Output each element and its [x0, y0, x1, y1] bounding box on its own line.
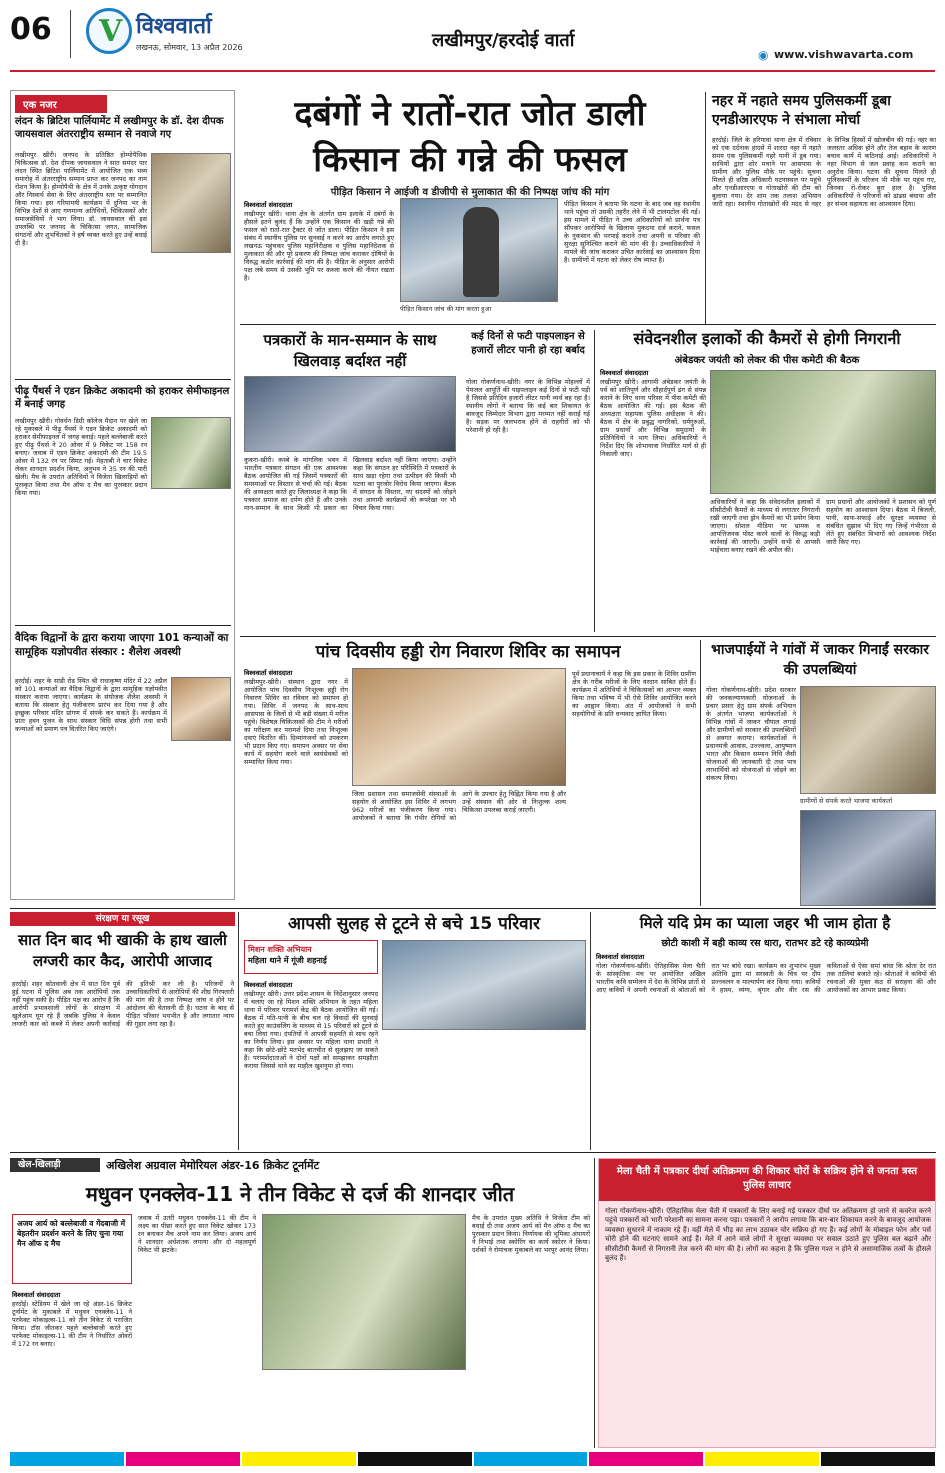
lead-credit: विश्ववार्ता संवाददाता: [244, 201, 293, 209]
sulah-credit: विश्ववार्ता संवाददाता: [244, 981, 293, 989]
magenta-swatch: [126, 1452, 240, 1466]
bhajpa-body: गोला गोकर्णनाथ-खीरी। प्रदेश सरकार की जनकल्याणकारी योजनाओं के प्रचार प्रसार हेतु ग्राम संपर्क अभियान के अंतर्गत भाजपा कार्यकर्ताओं ने विभिन्न गांवों में जाकर चौपाल लगाई और ग्रामीणों को सरकार की उपलब्धियों से अवगत कराया। कार्यकर्ताओं ने प्रधानमंत्री आवास, उज्ज्वला, आयुष्मान भारत और किसान सम्मान निधि जैसी योजनाओं की जानकारी दी तथा पात्र लाभार्थियों को योजनाओं से जोड़ने का संकल्प लिया।: [706, 686, 796, 782]
black-swatch: [358, 1452, 472, 1466]
divider: [15, 379, 231, 380]
camera-subheadline: अंबेडकर जयंती को लेकर की पीस कमेटी की बैठक: [674, 355, 860, 366]
bhajpa-headline: भाजपाईयों ने गांवों में जाकर गिनाईं सरकार की उपलब्धियां: [711, 642, 929, 678]
masthead-divider: [70, 10, 71, 58]
divider: [240, 636, 936, 637]
nahar-headline: नहर में नहाते समय पुलिसकर्मी डूबा एनडीआरएफ ने संभाला मोर्चा: [712, 93, 891, 128]
pipeline-body: गोला गोकर्णनाथ-खीरी। नगर के विभिन्न मोहल्लों में पेयजल आपूर्ति की पाइपलाइन कई दिनों से फटी पड़ी है जिससे प्रतिदिन हजारों लीटर पानी व्यर्थ बह रहा है। स्थानीय लोगों ने बताया कि कई बार शिकायत के बावजूद जिम्मेदार विभाग द्वारा मरम्मत नहीं कराई गई है। सड़क पर जलभराव होने से राहगीरों को भी परेशानी हो रही है।: [466, 378, 590, 434]
vishwavarta-logo-icon: [86, 8, 132, 54]
camera-body-col2: अधिकारियों ने कहा कि संवेदनशील इलाकों में सीसीटीवी कैमरों के माध्यम से लगातार निगरानी रखी जाएगी तथा ड्रोन कैमरों का भी प्रयोग किया जाएगा। सोशल मीडिया पर भ्रामक व आपत्तिजनक पोस्ट करने वालों के विरुद्ध कड़ी कार्रवाई की जाएगी। उन्होंने सभी से आपसी भाईचारा बनाए रखने की अपील की।: [710, 498, 820, 554]
mela-headline: मेला चैती में पत्रकार दीर्घा अतिक्रमण की शिकार चोरों के सक्रिय होने से जनता त्रस्त पुलिस लाचार: [599, 1159, 935, 1201]
column-divider: [590, 912, 591, 1150]
divider: [240, 324, 936, 325]
peace-committee-photo: [710, 370, 936, 494]
masthead: [0, 0, 945, 74]
column-divider: [238, 912, 239, 1150]
prem-subheadline: छोटी काशी में बही काव्य रस धारा, रातभर डटे रहे काव्यप्रेमी: [661, 938, 869, 949]
cyan-swatch: [10, 1452, 124, 1466]
shailesh-awasthi-photo: [171, 677, 231, 741]
bhajpa-photo: [800, 686, 936, 794]
khel-tag: खेल-खिलाड़ी: [10, 1158, 100, 1172]
print-color-bar: [10, 1452, 935, 1466]
ek-nazar-story1-body: लखीमपुर खीरी। जनपद के प्रतिष्ठित होम्योपैथिक चिकित्सक डॉ. देश दीपक जायसवाल ने सात समंदर पार लंदन स्थित ब्रिटिश पार्लियामेंट में आयोजित एक भव्य समारोह में अंतरराष्ट्रीय सम्मान प्राप्त कर जनपद का नाम रोशन किया है। होम्योपैथी के क्षेत्र में उनके उत्कृष्ट योगदान और निस्वार्थ सेवा के लिए अंतरराष्ट्रीय स्तर पर सम्मानित किया गया। इस गरिमामयी कार्यक्रम में दुनिया भर के विभिन्न देशों से आए गणमान्य अतिथियों, चिकित्सकों और समाजसेवियों ने भाग लिया। डॉ. जायसवाल की इस उपलब्धि पर जनपद के चिकित्सा जगत, सामाजिक संगठनों और शुभचिंतकों ने हर्ष व्यक्त करते हुए उन्हें बधाई दी है।: [15, 151, 147, 247]
bhajpa-photo-2: [800, 810, 936, 906]
khel-body-col3: मैच के उपरांत मुख्य अतिथि ने विजेता टीम को बधाई दी तथा अजय आर्य को मैन ऑफ द मैच का पुरस्कार प्रदान किया। निर्णायक की भूमिका अंपायरों ने निभाई तथा स्कोरिंग का कार्य स्कोरर ने किया। दर्शकों ने रोमांचक मुकाबले का भरपूर आनंद लिया।: [472, 1214, 590, 1254]
patrakar-body: कुकरा-खीरी। कस्बे के मांगलिक भवन में भारतीय पत्रकार संगठन की एक आवश्यक बैठक आयोजित की गई जिसमें पत्रकारों की समस्याओं पर विस्तार से चर्चा की गई। बैठक की अध्यक्षता करते हुए जिलाध्यक्ष ने कहा कि पत्रकार समाज का दर्पण होते हैं और उनके मान-सम्मान के साथ किसी भी प्रकार का खिलवाड़ बर्दाश्त नहीं किया जाएगा। उन्होंने कहा कि संगठन हर परिस्थिति में पत्रकारों के साथ खड़ा रहेगा तथा उत्पीड़न की किसी भी घटना का पुरजोर विरोध किया जाएगा। बैठक में संगठन के विस्तार, नए सदस्यों को जोड़ने तथा आगामी कार्यक्रमों की रूपरेखा पर भी विचार किया गया।: [244, 456, 456, 512]
ek-nazar-story3-body: हरदोई। शहर के सांडी रोड स्थित श्री राधाकृष्ण मंदिर में 22 अप्रैल को 101 कन्याओं का वैदिक विद्वानों के द्वारा सामूहिक यज्ञोपवीत संस्कार कराया जाएगा। कार्यक्रम के संयोजक शैलेश अवस्थी ने बताया कि संस्कार हेतु पंजीकरण प्रारंभ कर दिया गया है और इच्छुक परिवार मंदिर प्रांगण में संपर्क कर सकते हैं। कार्यक्रम में प्रातः हवन पूजन के साथ संस्कार विधि संपन्न होगी तथा सभी कन्याओं को प्रमाण पत्र वितरित किए जाएंगे।: [15, 677, 167, 733]
cricket-match-photo: [262, 1214, 466, 1370]
section-title: लखीमपुर/हरदोई वार्ता: [432, 30, 575, 51]
tournament-title: अखिलेश अग्रवाल मेमोरियल अंडर-16 क्रिकेट टूर्नामेंट: [106, 1159, 320, 1172]
column-divider: [705, 92, 706, 324]
lead-subheadline: पीड़ित किसान ने आईजी व डीजीपी से मुलाकात की की निष्पक्ष जांच की मांग: [330, 187, 610, 198]
camera-headline: संवेदनशील इलाकों की कैमरों से होगी निगरानी: [633, 329, 901, 348]
ek-nazar-story2-body: लखीमपुर खीरी। गोवर्धन डिग्री कॉलेज मैदान पर खेले जा रहे मुकाबले में पीढ़ू पैंथर्स ने एडन क्रिकेट अकादमी को हराकर सेमीफाइनल में जगह बनाई। पहले बल्लेबाजी करते हुए पीढ़ू पैंथर्स ने 20 ओवर में 9 विकेट पर 158 रन बनाए। जवाब में एडन क्रिकेट अकादमी की टीम 19.5 ओवर में 132 रन पर सिमट गई। मेहताबी ने चार विकेट लेकर शानदार प्रदर्शन किया, अनुभव ने 35 रन की पारी खेली। मैच के उपरांत अतिथियों ने विजेता खिलाड़ियों को पुरस्कृत किया तथा मैन ऑफ द मैच का पुरस्कार प्रदान किया गया।: [15, 417, 147, 497]
haddi-body-col1: लखीमपुर-खीरी। संस्थान द्वारा नगर में आयोजित पांच दिवसीय निःशुल्क हड्डी रोग निवारण शिविर का रविवार को समापन हो गया। शिविर में जनपद के साथ-साथ आसपास के जिलों से भी बड़ी संख्या में मरीज पहुंचे। विशेषज्ञ चिकित्सकों की टीम ने मरीजों का परीक्षण कर परामर्श दिया तथा निःशुल्क दवाएं वितरित कीं। दिव्यांगजनों को उपकरण भी प्रदान किए गए। समापन अवसर पर सेवा कार्य में सहयोग करने वाले स्वयंसेवकों को सम्मानित किया गया।: [244, 678, 348, 766]
website-link[interactable]: www.vishwavarta.com: [774, 48, 914, 61]
page-number: 06: [10, 12, 52, 47]
man-of-match-box: अजय आर्य को बल्लेबाजी व गेंदबाजी में बेहतरीन प्रदर्शन करने के लिए चुना गया मैन ऑफ द मैच: [12, 1214, 132, 1284]
camera-body-col1: लखीमपुर खीरी। आगामी अंबेडकर जयंती के पर्व को शांतिपूर्ण और सौहार्दपूर्ण ढंग से संपन्न कराने के लिए थाना परिसर में पीस कमेटी की बैठक आयोजित की गई। इस बैठक की अध्यक्षता सहायक पुलिस अधीक्षक ने की। बैठक में क्षेत्र के प्रबुद्ध नागरिकों, धर्मगुरुओं, ग्राम प्रधानों और विभिन्न समुदायों के प्रतिनिधियों ने भाग लिया। अधिकारियों ने निर्देश दिए कि शोभायात्रा निर्धारित मार्ग से ही निकाली जाए।: [600, 378, 706, 458]
column-divider: [594, 1158, 595, 1448]
patrakar-meeting-photo: [244, 376, 456, 452]
magenta-swatch: [589, 1452, 703, 1466]
sulah-photo: [382, 940, 586, 1030]
sulah-headline: आपसी सुलह से टूटने से बचे 15 परिवार: [288, 914, 540, 934]
haddi-body-col4: पूर्व प्रधानाचार्य ने कहा कि इस प्रकार के शिविर ग्रामीण क्षेत्र के गरीब मरीजों के लिए वरदान साबित होते हैं। कार्यक्रम में अतिथियों ने चिकित्सकों का आभार व्यक्त किया तथा भविष्य में भी ऐसे शिविर आयोजित करने का आह्वान किया। अंत में आयोजकों ने सभी सहयोगियों के प्रति धन्यवाद ज्ञापित किया।: [572, 670, 696, 718]
khel-body-col1: हरदोई। स्टेडियम में खेले जा रहे अंडर-16 क्रिकेट टूर्नामेंट के मुकाबले में मधुवन एनक्लेव-11 ने परफेक्ट मोकाइल्स-11 को तीन विकेट से पराजित किया। टॉस जीतकर पहले बल्लेबाजी करते हुए परफेक्ट मोकाइल्स-11 की टीम ने निर्धारित ओवरों में 172 रन बनाए।: [12, 1300, 132, 1348]
khel-credit: विश्ववार्ता संवाददाता: [12, 1291, 61, 1299]
ek-nazar-story1-photo: [151, 153, 231, 253]
divider: [10, 908, 936, 909]
lead-headline-line1: दबंगों ने रातों-रात जोत डाली: [294, 94, 646, 134]
ek-nazar-story3-headline: वैदिक विद्वानों के द्वारा कराया जाएगा 101 कन्याओं का सामूहिक यज्ञोपवीत संस्कार : शैलेश अवस्थी: [15, 632, 229, 658]
khel-body-col2: जवाब में उतरी मधुवन एनक्लेव-11 की टीम ने लक्ष्य का पीछा करते हुए सात विकेट खोकर 173 रन बनाकर मैच अपने नाम कर लिया। अजय आर्य ने शानदार अर्धशतक लगाया और दो महत्वपूर्ण विकेट भी झटके।: [138, 1214, 256, 1254]
prem-credit: विश्ववार्ता संवाददाता: [596, 953, 645, 961]
sanrakshan-body: हरदोई। शहर कोतवाली क्षेत्र में सात दिन पूर्व हुई घटना में पुलिस अब तक आरोपियों तक नहीं पहुंच सकी है। पीड़ित पक्ष का आरोप है कि आरोपी प्रभावशाली लोगों के संरक्षण में खुलेआम घूम रहे हैं जबकि पुलिस ने केवल लग्जरी कार को कब्जे में लेकर अपनी कार्रवाई की इतिश्री कर ली है। परिजनों ने उच्चाधिकारियों से आरोपियों की शीघ्र गिरफ्तारी की मांग की है तथा निष्पक्ष जांच न होने पर आंदोलन की चेतावनी दी है। घटना के बाद से पीड़ित परिवार भयभीत है और लगातार न्याय की गुहार लगा रहा है।: [12, 980, 234, 1028]
sulah-body: लखीमपुर खीरी। उत्तर प्रदेश शासन के निर्देशानुसार जनपद में चलाए जा रहे मिशन शक्ति अभियान के तहत महिला थाना में परिवार परामर्श केंद्र की बैठक आयोजित की गई। बैठक में पति-पत्नी के बीच चल रहे विवादों की सुनवाई करते हुए काउंसलिंग के माध्यम से 15 परिवारों को टूटने से बचा लिया गया। दंपतियों ने आपसी सहमति से साथ रहने का निर्णय लिया। इस अवसर पर महिला थाना प्रभारी ने कहा कि छोटे-छोटे मतभेद बातचीत से सुलझाए जा सकते हैं। परामर्शदाताओं ने दोनों पक्षों को समझाकर समझौता कराया जिससे थाने का माहौल खुशनुमा हो गया।: [244, 990, 378, 1070]
lead-headline-line2: किसान की गन्ने की फसल: [313, 140, 627, 180]
dateline: लखनऊ, सोमवार, 13 अप्रैल 2026: [136, 43, 243, 52]
camera-credit: विश्ववार्ता संवाददाता: [600, 369, 649, 377]
prem-body: गोला गोकर्णनाथ-खीरी। ऐतिहासिक मेला चैती के सांस्कृतिक मंच पर आयोजित अखिल भारतीय कवि सम्मेलन में देश के विभिन्न प्रांतों से आए कवियों ने अपनी रचनाओं से श्रोताओं को रात भर बांधे रखा। कार्यक्रम का शुभारंभ मुख्य अतिथि द्वारा मां सरस्वती के चित्र पर दीप प्रज्ज्वलन व माल्यार्पण कर किया गया। कवियों ने हास्य, व्यंग्य, श्रृंगार और वीर रस की कविताओं से ऐसा समां बांधा कि श्रोता देर रात तक तालियां बजाते रहे। श्रोताओं ने कवियों की रचनाओं की मुक्त कंठ से सराहना की और आयोजकों का आभार प्रकट किया।: [596, 962, 936, 994]
lead-body-col3: पीड़ित किसान ने बताया कि घटना के बाद जब वह स्थानीय थाने पहुंचा तो उसकी तहरीर लेने में भी टालमटोल की गई। इस मामले में पीड़ित ने उच्च अधिकारियों को प्रार्थना पत्र सौंपकर आरोपियों के खिलाफ मुकदमा दर्ज कराने, फसल के नुकसान की भरपाई कराने तथा अपनी व परिवार की सुरक्षा सुनिश्चित कराने की मांग की है। उच्चाधिकारियों ने मामले की जांच कराकर उचित कार्रवाई का आश्वासन दिया है। ग्रामीणों में घटना को लेकर रोष व्याप्त है।: [564, 200, 700, 264]
mission-shakti-label: मिशन शक्ति अभियान: [248, 945, 312, 954]
ek-nazar-story1-headline: लंदन के ब्रिटिश पार्लियामेंट में लखीमपुर के डॉ. देश दीपक जायसवाल अंतरराष्ट्रीय सम्मान से नवाजे गए: [15, 116, 224, 140]
masthead-rule: [10, 70, 935, 72]
camera-body-col3: ग्राम प्रधानों और आयोजकों ने प्रशासन को पूर्ण सहयोग का आश्वासन दिया। बैठक में बिजली, पानी, साफ-सफाई और सुरक्षा व्यवस्था से संबंधित सुझाव भी दिए गए जिन्हें गंभीरता से लेते हुए संबंधित विभागों को आवश्यक निर्देश जारी किए गए।: [826, 498, 936, 546]
brand-name: विश्ववार्ता: [136, 14, 212, 39]
cyan-swatch: [474, 1452, 588, 1466]
column-divider: [700, 640, 701, 906]
bhajpa-photo-caption: ग्रामीणों से संपर्क करते भाजपा कार्यकर्ता: [800, 797, 893, 805]
black-swatch: [821, 1452, 935, 1466]
haddi-body-col3: जिला प्रशासन तथा समाजसेवी संस्थाओं के सहयोग से आयोजित इस शिविर में लगभग 962 मरीजों का पंजीकरण किया गया। आयोजकों ने बताया कि गंभीर रोगियों को आगे के उपचार हेतु चिह्नित किया गया है और उन्हें संस्थान की ओर से निःशुल्क शल्य चिकित्सा उपलब्ध कराई जाएगी।: [352, 790, 566, 822]
haddi-credit: विश्ववार्ता संवाददाता: [244, 669, 293, 677]
globe-icon: ◉: [758, 48, 769, 62]
nahar-body: हरदोई। जिले के हरियावां थाना क्षेत्र में रविवार को एक दर्दनाक हादसे में शारदा नहर में नहाते समय एक पुलिसकर्मी गहरे पानी में डूब गया। साथियों द्वारा शोर मचाने पर आसपास के ग्रामीण और पुलिस मौके पर पहुंचे। सूचना मिलते ही वरिष्ठ अधिकारी घटनास्थल पर पहुंचे और एनडीआरएफ व गोताखोरों की टीम को बुलाया गया। देर शाम तक तलाश अभियान जारी रहा। स्थानीय गोताखोरों की मदद से नहर के विभिन्न हिस्सों में खोजबीन की गई। नहर का जलस्तर अधिक होने और तेज बहाव के कारण बचाव कार्य में कठिनाई आई। अधिकारियों ने नहर विभाग से जल प्रवाह कम कराने का अनुरोध किया। घटना की सूचना मिलते ही पुलिसकर्मी के परिजन भी मौके पर पहुंच गए, जिनका रो-रोकर बुरा हाल है। पुलिस अधिकारियों ने परिजनों को ढांढस बंधाया और हर संभव सहायता का आश्वासन दिया।: [712, 136, 936, 208]
lead-photo: [400, 198, 558, 302]
ek-nazar-story2-headline: पीढ़ू पैंथर्स ने एडन क्रिकेट अकादमी को हराकर सेमीफाइनल में बनाई जगह: [15, 386, 230, 410]
prem-headline: मिले यदि प्रेम का प्याला जहर भी जाम होता है: [639, 914, 891, 932]
sanrakshan-tag: संरक्षण या रसूख: [10, 912, 235, 926]
patrakar-headline: पत्रकारों के मान-सम्मान के साथ खिलवाड़ बर्दाश्त नहीं: [263, 331, 437, 370]
ek-nazar-story2-photo: [151, 417, 231, 489]
sanrakshan-headline: सात दिन बाद भी खाकी के हाथ खाली लग्जरी कार कैद, आरोपी आजाद: [18, 931, 227, 970]
haddi-headline: पांच दिवसीय हड्डी रोग निवारण शिविर का समापन: [315, 642, 621, 662]
yellow-swatch: [242, 1452, 356, 1466]
mela-box: [598, 1158, 936, 1448]
divider: [15, 625, 231, 626]
ek-nazar-label: एक नजर: [15, 95, 107, 113]
column-divider: [594, 330, 595, 632]
mela-body: गोला गोकर्णनाथ-खीरी। ऐतिहासिक मेला चैती में पत्रकारों के लिए बनाई गई पत्रकार दीर्घा पर अतिक्रमण हो जाने से कवरेज करने पहुंचे पत्रकारों को भारी परेशानी का सामना करना पड़ा। पत्रकारों ने आरोप लगाया कि बार-बार शिकायत करने के बावजूद आयोजक व्यवस्था सुधारने में नाकाम रहे हैं। वहीं मेले में भीड़ का लाभ उठाकर चोर सक्रिय हो गए हैं। कई लोगों के मोबाइल फोन और पर्स चोरी होने की घटनाएं सामने आई हैं। मेले में आने वाले लोगों ने सुरक्षा व्यवस्था पर सवाल उठाते हुए पुलिस बल बढ़ाने और सीसीटीवी कैमरों से निगरानी तेज करने की मांग की है। लोगों का कहना है कि पुलिस गश्त न होने से असामाजिक तत्वों के हौसले बुलंद हैं।: [605, 1207, 931, 1263]
ek-nazar-box: [10, 90, 235, 900]
yellow-swatch: [705, 1452, 819, 1466]
haddi-camp-photo: [352, 668, 566, 786]
lead-photo-caption: पीड़ित किसान जांच की मांग करता हुआ: [400, 305, 492, 313]
divider: [10, 1152, 936, 1153]
khel-headline: मधुवन एनक्लेव-11 ने तीन विकेट से दर्ज की शानदार जीत: [85, 1182, 515, 1206]
mission-shakti-box: [244, 940, 378, 974]
lead-body-col1: लखीमपुर खीरी। थाना क्षेत्र के अंतर्गत ग्राम इलाके में दबंगों के हौसले इतने बुलंद हैं कि उन्होंने एक किसान की खड़ी गन्ने की फसल को रातों-रात ट्रैक्टर से जोत डाला। पीड़ित किसान ने इस संबंध में स्थानीय पुलिस पर सुनवाई न करने का आरोप लगाते हुए लखनऊ पहुंचकर पुलिस महानिरीक्षक व पुलिस महानिदेशक से मुलाकात की और पूरे प्रकरण की निष्पक्ष जांच कराकर दोषियों के विरुद्ध कठोर कार्रवाई की मांग की है। पीड़ित के अनुसार आरोपी पक्ष लंबे समय से उसकी भूमि पर कब्जा करने की नीयत रखता है।: [244, 210, 394, 282]
pipeline-headline: कई दिनों से फटी पाइपलाइन से हजारों लीटर पानी हो रहा बर्बाद: [471, 331, 585, 356]
mahila-thana-label: महिला थाने में गूंजी शहनाई: [248, 956, 327, 965]
